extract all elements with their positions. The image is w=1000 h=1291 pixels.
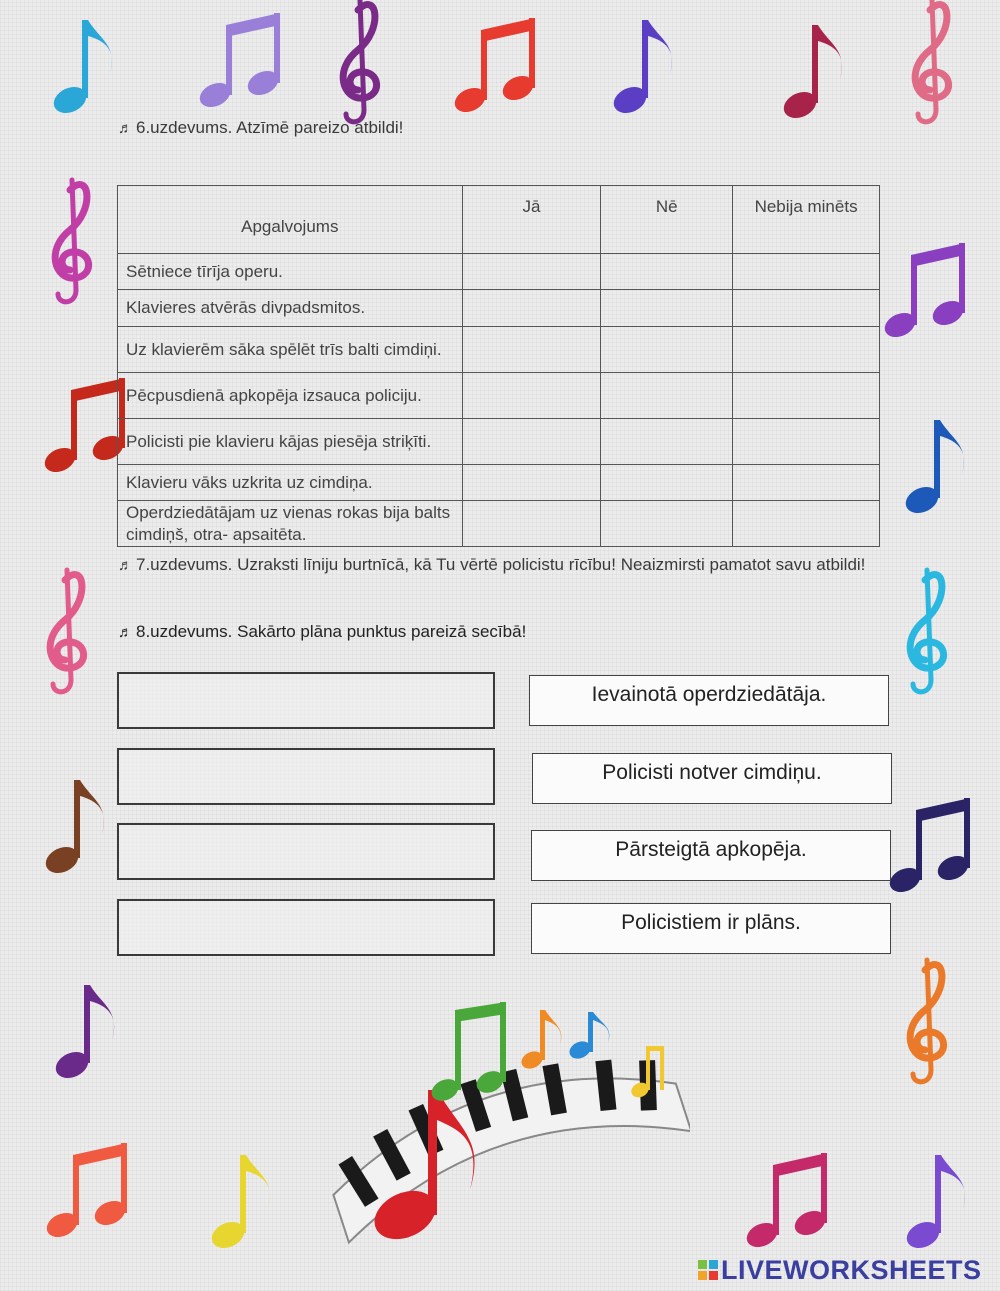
answer-cell-not-mentioned[interactable]	[733, 290, 880, 327]
plan-item-draggable[interactable]: Pārsteigtā apkopēja.	[531, 830, 891, 881]
answer-cell-no[interactable]	[601, 465, 733, 501]
order-drop-slot-2[interactable]	[117, 748, 495, 805]
task7-heading	[118, 554, 888, 577]
statement-text: Operdziedātājam uz vienas rokas bija balts cimdiņš, otra- apsaitēta.	[118, 501, 463, 547]
column-header-yes: Jā	[462, 186, 601, 254]
table-row	[118, 373, 880, 419]
statement-text: Klavieru vāks uzkrita uz cimdiņa.	[118, 465, 463, 501]
answer-cell-no[interactable]	[601, 327, 733, 373]
brand-text: LIVEWORKSHEETS	[721, 1255, 982, 1285]
task6-heading-text: 6.uzdevums. Atzīmē pareizo atbildi!	[136, 118, 404, 137]
order-drop-slot-4[interactable]	[117, 899, 495, 956]
answer-cell-yes[interactable]	[462, 419, 601, 465]
order-drop-slot-3[interactable]	[117, 823, 495, 880]
table-row	[118, 327, 880, 373]
task8-heading	[118, 621, 526, 644]
answer-cell-not-mentioned[interactable]	[733, 501, 880, 547]
answer-cell-not-mentioned[interactable]	[733, 465, 880, 501]
task7-heading-text: 7.uzdevums. Uzraksti līniju burtnīcā, kā Tu vērtē policistu rīcību! Neaizmirsti pamatot savu atbildi!	[136, 555, 866, 574]
table-row	[118, 501, 880, 547]
liveworksheets-logo-icon	[698, 1260, 718, 1280]
table-row	[118, 254, 880, 290]
order-drop-slot-1[interactable]	[117, 672, 495, 729]
plan-item-draggable[interactable]: Policisti notver cimdiņu.	[532, 753, 892, 804]
table-header-row	[118, 186, 880, 254]
statement-text: Pēcpusdienā apkopēja izsauca policiju.	[118, 373, 463, 419]
music-note-icon: ♬	[118, 557, 133, 574]
task8-heading-text: 8.uzdevums. Sakārto plāna punktus pareizā secībā!	[136, 622, 527, 641]
table-row	[118, 419, 880, 465]
statement-text: Sētniece tīrīja operu.	[118, 254, 463, 290]
answer-cell-no[interactable]	[601, 419, 733, 465]
statements-table	[117, 185, 880, 547]
answer-cell-not-mentioned[interactable]	[733, 327, 880, 373]
answer-cell-no[interactable]	[601, 254, 733, 290]
answer-cell-no[interactable]	[601, 290, 733, 327]
plan-item-draggable[interactable]: Ievainotā operdziedātāja.	[529, 675, 889, 726]
answer-cell-yes[interactable]	[462, 254, 601, 290]
plan-item-draggable[interactable]: Policistiem ir plāns.	[531, 903, 891, 954]
answer-cell-not-mentioned[interactable]	[733, 373, 880, 419]
answer-cell-yes[interactable]	[462, 501, 601, 547]
answer-cell-yes[interactable]	[462, 373, 601, 419]
piano-keyboard-illustration	[310, 990, 690, 1260]
music-note-icon: ♬	[118, 120, 133, 137]
answer-cell-no[interactable]	[601, 501, 733, 547]
statement-text: Uz klavierēm sāka spēlēt trīs balti cimdiņi.	[118, 327, 463, 373]
answer-cell-yes[interactable]	[462, 327, 601, 373]
statement-text: Policisti pie klavieru kājas piesēja striķīti.	[118, 419, 463, 465]
task6-heading	[118, 117, 403, 140]
table-row	[118, 290, 880, 327]
statement-text: Klavieres atvērās divpadsmitos.	[118, 290, 463, 327]
answer-cell-no[interactable]	[601, 373, 733, 419]
column-header-not-mentioned: Nebija minēts	[733, 186, 880, 254]
liveworksheets-brand	[698, 1255, 982, 1286]
music-note-icon: ♬	[118, 624, 133, 641]
column-header-no: Nē	[601, 186, 733, 254]
answer-cell-not-mentioned[interactable]	[733, 254, 880, 290]
answer-cell-not-mentioned[interactable]	[733, 419, 880, 465]
column-header-statement: Apgalvojums	[118, 186, 463, 254]
table-row	[118, 465, 880, 501]
answer-cell-yes[interactable]	[462, 465, 601, 501]
answer-cell-yes[interactable]	[462, 290, 601, 327]
